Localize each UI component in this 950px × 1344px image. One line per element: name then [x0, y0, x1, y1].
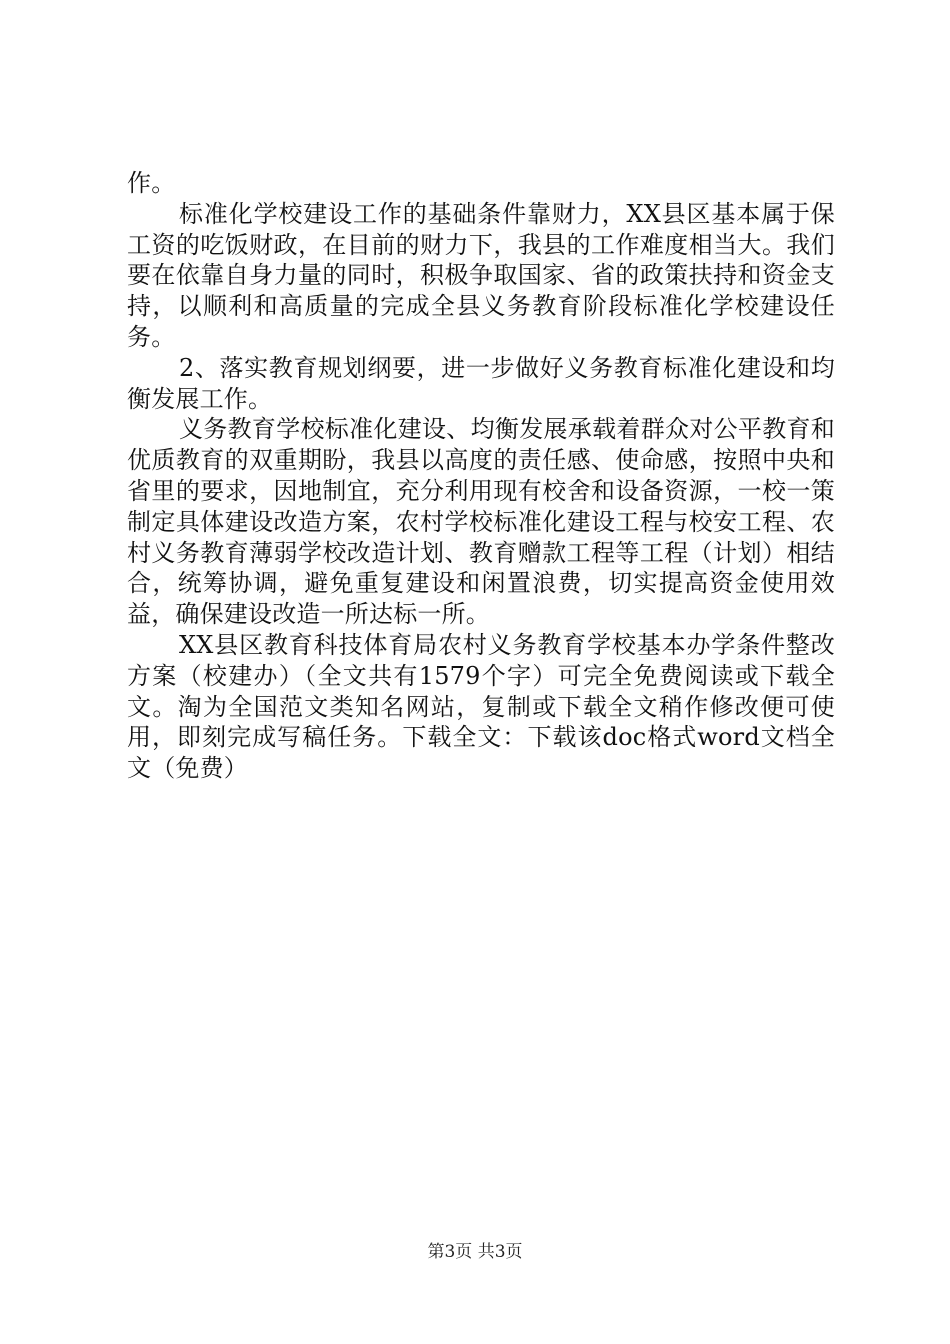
paragraph-continuation: 作。 — [127, 169, 176, 197]
paragraph-heading-2: 2、落实教育规划纲要，进一步做好义务教育标准化建设和均衡发展工作。 — [127, 353, 835, 413]
document-body — [127, 168, 835, 784]
page-number-footer: 第3页 共3页 — [427, 1242, 523, 1262]
paragraph-download-note: XX县区教育科技体育局农村义务教育学校基本办学条件整改方案（校建办）（全文共有1579个字）可完全免费阅读或下载全文。淘为全国范文类知名网站，复制或下载全文稍作修改便可使用，即刻完成写稿任务。下载全文：下载该doc格式word文档全文（免费） — [127, 630, 835, 783]
paragraph-standardization: 义务教育学校标准化建设、均衡发展承载着群众对公平教育和优质教育的双重期盼，我县以高度的责任感、使命感，按照中央和省里的要求，因地制宜，充分利用现有校舍和设备资源，一校一策制定具体建设改造方案，农村学校标准化建设工程与校安工程、农村义务教育薄弱学校改造计划、教育赠款工程等工程（计划）相结合，统筹协调，避免重复建设和闲置浪费，切实提高资金使用效益，确保建设改造一所达标一所。 — [127, 415, 835, 629]
paragraph-financing: 标准化学校建设工作的基础条件靠财力，XX县区基本属于保工资的吃饭财政，在目前的财力下，我县的工作难度相当大。我们要在依靠自身力量的同时，积极争取国家、省的政策扶持和资金支持，以顺利和高质量的完成全县义务教育阶段标准化学校建设任务。 — [127, 199, 835, 351]
